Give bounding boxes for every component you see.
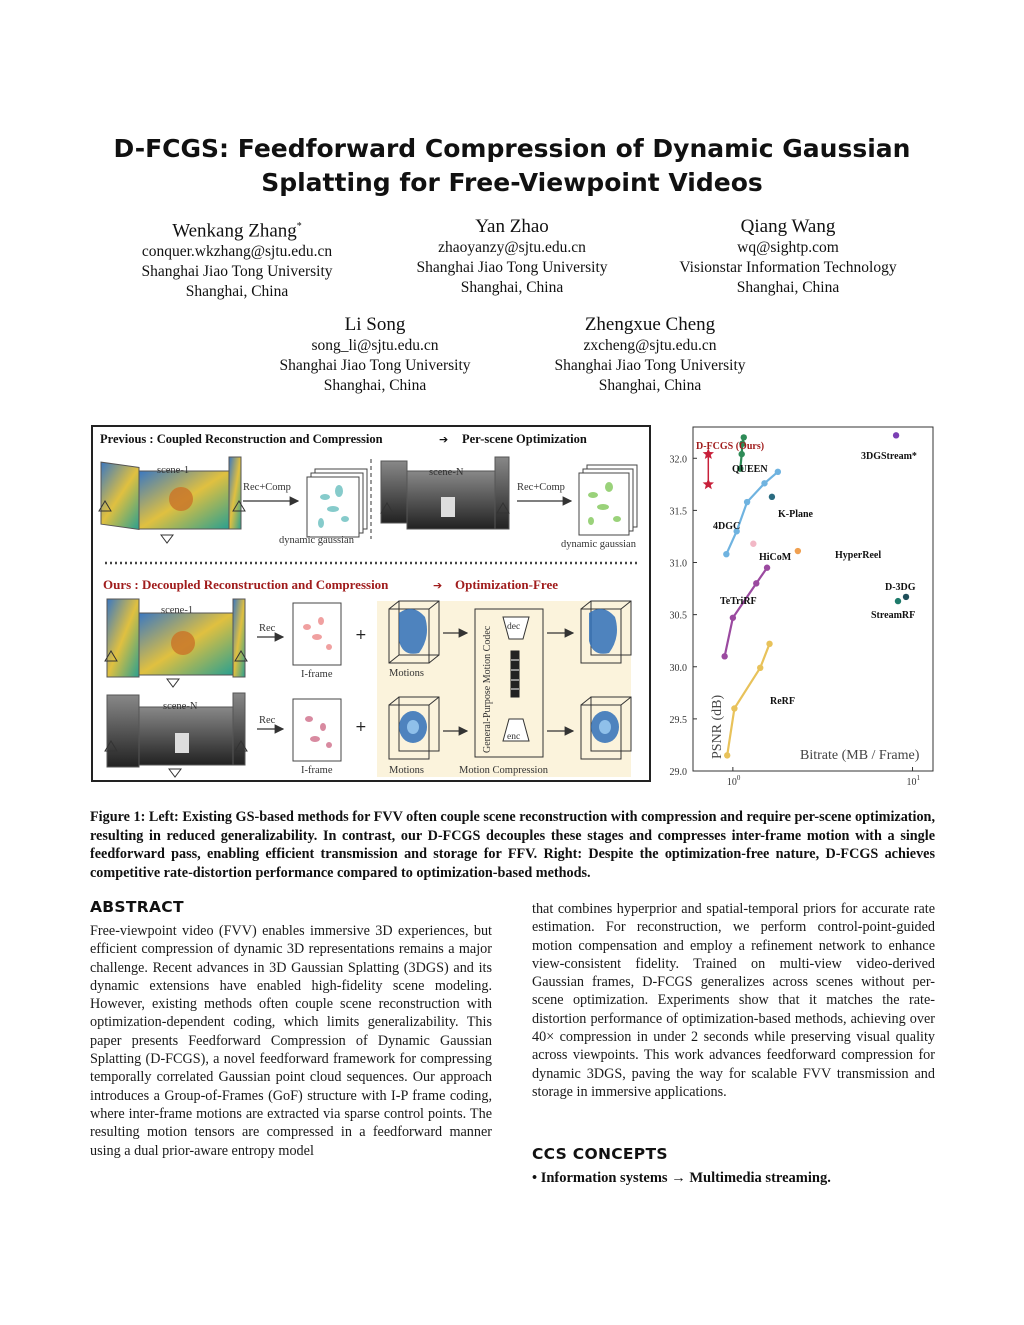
rec-comp-label: Rec+Comp bbox=[243, 482, 291, 493]
scene-n-ours bbox=[105, 693, 247, 777]
author-name: Yan Zhao bbox=[475, 216, 549, 237]
i-frame-label: I-frame bbox=[301, 765, 333, 776]
series-label: HyperReel bbox=[835, 550, 882, 561]
author-location: Shanghai, China bbox=[460, 279, 564, 296]
x-ticks bbox=[727, 774, 921, 785]
series-3dgstream- bbox=[893, 432, 899, 438]
author-email: wq@sightp.com bbox=[737, 239, 839, 256]
motions-label: Motions bbox=[389, 668, 425, 679]
author-location: Shanghai, China bbox=[185, 283, 289, 301]
author-email: zxcheng@sjtu.edu.cn bbox=[583, 337, 717, 354]
data-point bbox=[744, 499, 750, 505]
rec-label: Rec bbox=[259, 623, 276, 634]
rec-label: Rec bbox=[259, 715, 276, 726]
x-tick-label: $10^1$ bbox=[906, 774, 921, 785]
series-label: HiCoM bbox=[759, 552, 792, 563]
series-label: StreamRF bbox=[871, 610, 916, 621]
y-tick-label: 31.5 bbox=[669, 506, 687, 518]
figure-caption: Figure 1: Left: Existing GS-based methods for FVV often couple scene reconstruction with compression and require per-scene optimization, resulting in reduced generalizability. In contrast, our D-FCGS decouples these stages and compresses inter-frame motion with a single feedforward pass, enabling efficient transmission and storage for FFV. Right: Despite the optimization-free nature, D-FCGS achieves competitive rate-distortion performance compared to optimization-based methods. bbox=[90, 809, 935, 881]
data-point bbox=[769, 494, 775, 500]
scene-label: scene-1 bbox=[161, 605, 194, 616]
author-affiliation: Shanghai Jiao Tong University bbox=[554, 357, 746, 374]
data-point bbox=[766, 641, 772, 647]
rec-comp-label: Rec+Comp bbox=[517, 482, 565, 493]
series-hyperreel bbox=[795, 548, 801, 554]
rd-chart-svg bbox=[657, 425, 935, 785]
author-block bbox=[387, 216, 637, 298]
x-tick-label: $10^0$ bbox=[726, 774, 741, 785]
plus-sign: + bbox=[355, 719, 367, 735]
data-point bbox=[895, 598, 901, 604]
series-d-3dg bbox=[903, 594, 909, 600]
scene-1-previous bbox=[99, 457, 245, 543]
author-affiliation: Shanghai Jiao Tong University bbox=[141, 263, 333, 281]
series-label: K-Plane bbox=[778, 509, 813, 520]
series-label: D-FCGS (Ours) bbox=[696, 441, 765, 452]
author-location: Shanghai, China bbox=[736, 279, 840, 296]
y-tick-label: 32.0 bbox=[669, 454, 687, 466]
abstract-left-column: Free-viewpoint video (FVV) enables immersive 3D experiences, but efficient compression of dynamic 3D representations remains a major challenge. Recent advances in 3D Gaussian Splatting (3DGS) and its dynamic extensions have enabled high-fidelity scene modeling. However, existing methods often couple scene reconstruction with optimization-dependent coding, which limits generalizability. This paper presents Feedforward Compression of Dynamic Gaussian Splatting (D-FCGS), a novel feedforward framework for compressing temporally correlated Gaussian point cloud sequences. Our approach introduces a Group-of-Frames (GoF) structure with I-P frame coding, where inter-frame motions are extracted via sparse control points. The resulting motion tensors are compressed in a feedforward manner using a dual prior-aware entropy model bbox=[90, 923, 492, 1159]
data-point bbox=[757, 665, 763, 671]
i-frame-label: I-frame bbox=[301, 669, 333, 680]
previous-label: Previous : Coupled Reconstruction and Compression bbox=[100, 432, 383, 446]
series-label: ReRF bbox=[770, 696, 795, 707]
series-k-plane bbox=[769, 494, 775, 500]
author-block bbox=[112, 216, 362, 302]
i-frame-card bbox=[293, 699, 341, 761]
data-point bbox=[723, 551, 729, 557]
author-mark: * bbox=[296, 221, 302, 232]
data-point bbox=[795, 548, 801, 554]
dynamic-gaussian-label: dynamic gaussian bbox=[561, 539, 636, 550]
dynamic-gaussian-label: dynamic gaussian bbox=[279, 535, 354, 546]
motion-compression-label: Motion Compression bbox=[459, 765, 548, 776]
data-point bbox=[764, 565, 770, 571]
y-ticks bbox=[670, 454, 688, 778]
series-label: QUEEN bbox=[732, 464, 768, 475]
ours-label: Ours : Decoupled Reconstruction and Compression bbox=[103, 577, 389, 592]
y-tick-label: 29.0 bbox=[669, 767, 687, 778]
series-label: TeTriRF bbox=[720, 596, 757, 607]
plus-sign: + bbox=[355, 627, 367, 643]
y-tick-label: 29.5 bbox=[669, 714, 687, 726]
author-location: Shanghai, China bbox=[323, 377, 427, 394]
author-block bbox=[652, 216, 924, 298]
data-point bbox=[730, 615, 736, 621]
author-name: Li Song bbox=[344, 314, 406, 335]
author-location: Shanghai, China bbox=[598, 377, 702, 394]
author-email: zhaoyanzy@sjtu.edu.cn bbox=[438, 239, 586, 256]
dynamic-gaussian-stack bbox=[579, 465, 637, 535]
author-affiliation: Shanghai Jiao Tong University bbox=[279, 357, 471, 374]
data-point bbox=[741, 434, 747, 440]
data-point bbox=[775, 469, 781, 475]
author-email: song_li@sjtu.edu.cn bbox=[311, 337, 439, 354]
scene-label: scene-N bbox=[163, 701, 198, 712]
motions-label: Motions bbox=[389, 765, 425, 776]
pipeline-svg bbox=[93, 427, 649, 780]
figure-1 bbox=[91, 425, 935, 785]
rd-chart bbox=[657, 425, 935, 785]
abstract-right-column: that combines hyperprior and spatial-temporal priors for accurate rate estimation. For reconstruction, we perform control-point-guided motion compensation and employ a refinement network to enhance view-consistent fidelity. Trained on multi-view video-derived Gaussian frames, D-FCGS generalizes across scenes without per-scene optimization. Experiments show that it matches the rate-distortion performance of optimization-based methods, achieving over 40× compression in under 2 seconds while preserving visual quality across viewpoints. This work advances feedforward compression for dynamic 3DGS, paving the way for scalable FVV transmission and storage in immersive applications. bbox=[532, 901, 935, 1100]
series-label: 3DGStream* bbox=[861, 451, 917, 462]
x-axis-label: Bitrate (MB / Frame) bbox=[800, 748, 920, 763]
series-label: D-3DG bbox=[885, 582, 916, 593]
data-point bbox=[750, 541, 756, 547]
data-point bbox=[721, 653, 727, 659]
scene-n-previous bbox=[381, 457, 509, 529]
abstract-heading: ABSTRACT bbox=[90, 898, 184, 916]
series-hicom bbox=[750, 541, 756, 547]
pipeline-diagram bbox=[91, 425, 651, 782]
ccs-item: • Information systems → Multimedia streaming. bbox=[532, 1170, 831, 1186]
data-point bbox=[761, 480, 767, 486]
scene-label: scene-N bbox=[429, 467, 464, 478]
ours-target: Optimization-Free bbox=[455, 577, 559, 592]
data-point bbox=[731, 705, 737, 711]
data-point bbox=[753, 580, 759, 586]
data-point bbox=[893, 432, 899, 438]
arrow-glyph: ➔ bbox=[439, 433, 449, 446]
enc-label: enc bbox=[507, 732, 521, 742]
data-point bbox=[903, 594, 909, 600]
y-tick-label: 31.0 bbox=[669, 558, 687, 570]
arrow-glyph: ➔ bbox=[433, 579, 443, 592]
y-tick-label: 30.0 bbox=[669, 662, 687, 674]
scene-1-ours bbox=[105, 599, 247, 687]
author-affiliation: Shanghai Jiao Tong University bbox=[416, 259, 608, 276]
y-axis-label: PSNR (dB) bbox=[710, 694, 725, 759]
author-name: Zhengxue Cheng bbox=[584, 314, 716, 335]
series-label: 4DGC bbox=[713, 521, 741, 532]
author-block bbox=[525, 314, 775, 396]
dynamic-gaussian-stack bbox=[307, 469, 367, 537]
series-streamrf bbox=[895, 598, 901, 604]
dec-label: dec bbox=[507, 622, 521, 632]
author-name: Wenkang Zhang bbox=[172, 220, 297, 242]
author-name: Qiang Wang bbox=[740, 216, 836, 237]
title-line-2: Splatting for Free-Viewpoint Videos bbox=[261, 168, 763, 197]
codec-label: General-Purpose Motion Codec bbox=[482, 625, 493, 753]
scene-label: scene-1 bbox=[157, 465, 190, 476]
author-block bbox=[250, 314, 500, 396]
previous-target: Per-scene Optimization bbox=[462, 432, 587, 446]
ccs-heading: CCS CONCEPTS bbox=[532, 1145, 668, 1163]
title-line-1: D-FCGS: Feedforward Compression of Dynamic Gaussian bbox=[113, 134, 911, 163]
paper-title bbox=[100, 132, 924, 200]
y-tick-label: 30.5 bbox=[669, 610, 687, 622]
author-affiliation: Visionstar Information Technology bbox=[679, 259, 897, 276]
author-email: conquer.wkzhang@sjtu.edu.cn bbox=[141, 243, 333, 261]
i-frame-card bbox=[293, 603, 341, 665]
